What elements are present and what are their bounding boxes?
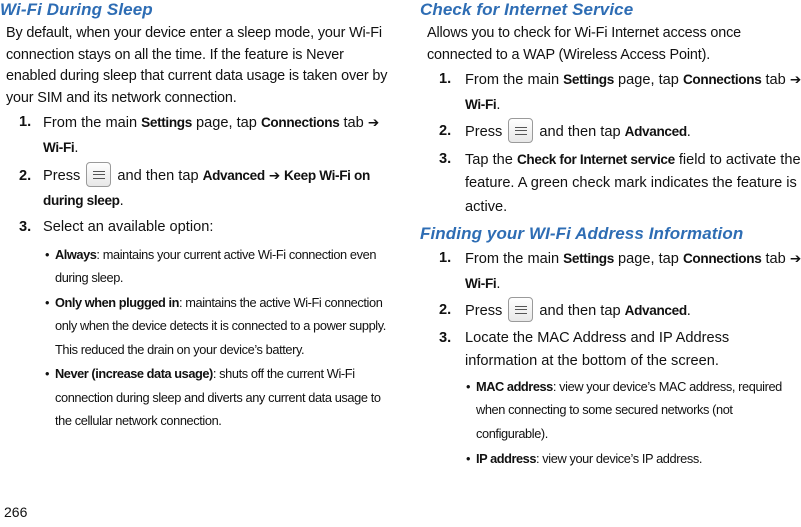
settings-label: Settings (563, 72, 614, 87)
connections-label: Connections (682, 72, 762, 87)
bullet-term: Always (55, 246, 97, 262)
step-2: 2. Press and then tap Advanced ➔ Keep Wi-Fi on during sleep. (0, 164, 392, 213)
bullet-term: Only when plugged in (55, 294, 179, 310)
keep-wifi-label: Keep Wi-Fi on during sleep (43, 168, 370, 208)
intro-paragraph: Allows you to check for Wi-Fi Internet access once connected to a WAP (Wireless Access Point). (427, 25, 742, 63)
step-number: 3. (19, 219, 32, 235)
settings-label: Settings (141, 115, 192, 130)
step-number: 1. (439, 250, 452, 266)
bullet-term: Never (increase data usage) (55, 366, 213, 381)
advanced-label: Advanced (624, 124, 687, 139)
bullet-always: • Always: maintains your current active Wi-Fi connection even during sleep. (45, 246, 377, 285)
settings-label: Settings (563, 251, 614, 266)
step-number: 2. (19, 168, 32, 184)
connections-label: Connections (260, 115, 340, 130)
bullet-ip-address: • IP address: view your device’s IP address. (466, 451, 702, 466)
check-internet-label: Check for Internet service (516, 151, 675, 167)
step-1: 1. From the main Settings page, tap Connections tab ➔ Wi-Fi. (0, 111, 392, 160)
bullet-term: MAC address (476, 378, 553, 394)
bullet-mac-address: • MAC address: view your device’s MAC address, required when connecting to some secured networks (not configurable). (466, 378, 782, 441)
bullet-plugged-in: • Only when plugged in: maintains the active Wi-Fi connection only when the device detects it is connected to a power supply. This reduced the drain on your device’s battery. (45, 294, 386, 357)
step-3: 3. Tap the Check for Internet service field to activate the feature. A green check mark indicates the feature is active. (420, 148, 801, 220)
arrow-icon: ➔ (268, 168, 280, 183)
section-title-wifi-sleep: Wi-Fi During Sleep (0, 0, 153, 19)
advanced-label: Advanced (624, 303, 687, 318)
left-column (0, 0, 392, 433)
right-column (420, 0, 801, 471)
intro-paragraph: By default, when your device enter a sleep mode, your Wi-Fi connection stays on all the time. If the feature is Never enabled during sleep that current data usage is taken over by your SIM and its network connection. (6, 25, 388, 106)
step-number: 2. (439, 302, 452, 318)
section-title-wifi-address: Finding your WI-Fi Address Information (420, 224, 744, 243)
step-number: 1. (19, 114, 32, 130)
menu-key-icon (86, 162, 111, 187)
step-1: 1. From the main Settings page, tap Connections tab ➔ Wi-Fi. (420, 68, 801, 117)
page-number: 266 (4, 504, 28, 520)
step-number: 2. (439, 123, 452, 139)
wifi-label: Wi-Fi (465, 96, 497, 112)
wifi-label: Wi-Fi (43, 139, 75, 155)
wifi-label: Wi-Fi (465, 275, 497, 291)
connections-label: Connections (682, 251, 762, 266)
step-2: 2. Press and then tap Advanced. (420, 299, 801, 324)
section-title-internet-service: Check for Internet Service (420, 0, 634, 19)
step-3: 3. Select an available option: (0, 216, 392, 240)
bullet-never: • Never (increase data usage): shuts off the current Wi-Fi connection during sleep and diverts any current data usage to the cellular network connection. (45, 366, 381, 428)
advanced-label: Advanced (202, 168, 265, 183)
step-3: 3. Locate the MAC Address and IP Address information at the bottom of the screen. (420, 327, 801, 374)
step-number: 3. (439, 329, 452, 346)
step-number: 3. (439, 150, 452, 167)
menu-key-icon (508, 118, 533, 143)
step-number: 1. (439, 71, 452, 87)
arrow-icon: ➔ (367, 115, 379, 130)
arrow-icon: ➔ (789, 72, 801, 87)
step-2: 2. Press and then tap Advanced. (420, 120, 801, 145)
arrow-icon: ➔ (789, 251, 801, 266)
bullet-term: IP address (476, 451, 536, 466)
step-1: 1. From the main Settings page, tap Connections tab ➔ Wi-Fi. (420, 247, 801, 296)
menu-key-icon (508, 297, 533, 322)
